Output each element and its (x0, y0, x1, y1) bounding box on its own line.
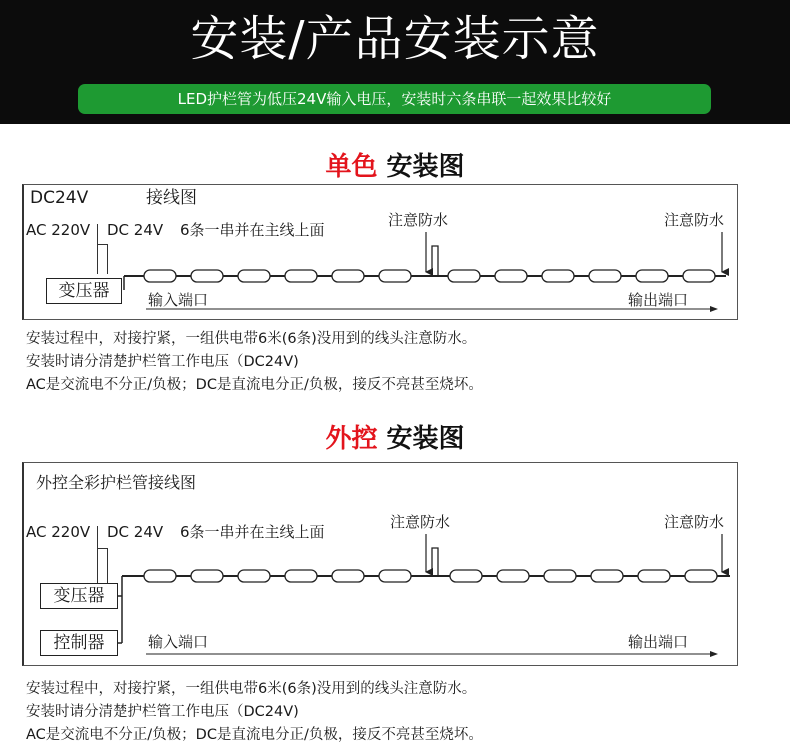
subtitle-banner: LED护栏管为低压24V输入电压，安装时六条串联一起效果比较好 (78, 84, 711, 114)
led-tube (450, 570, 482, 582)
led-tube (638, 570, 670, 582)
section2-box-title: 外控全彩护栏管接线图 (36, 473, 197, 492)
led-tube (238, 570, 270, 582)
led-tube (191, 570, 223, 582)
section1-note: 安装过程中，对接拧紧，一组供电带6米(6条)没用到的线头注意防水。 (26, 331, 477, 347)
section2-note: 安装时请分清楚护栏管工作电压（DC24V) (26, 704, 299, 720)
section1-output-port: 输出端口 (628, 291, 689, 309)
led-tube (591, 570, 623, 582)
section1-input-port: 输入端口 (148, 291, 209, 309)
section2-branch-connector (432, 548, 438, 576)
led-tube (379, 570, 411, 582)
section2-note: 安装过程中，对接拧紧，一组供电带6米(6条)没用到的线头注意防水。 (26, 681, 477, 697)
section2-series-label: 6条一串并在主线上面 (180, 523, 325, 541)
led-tube (544, 570, 576, 582)
section1-transformer-box: 变压器 (46, 278, 122, 304)
section1-waterproof-1: 注意防水 (388, 211, 449, 229)
section2-output-port: 输出端口 (628, 633, 689, 651)
section2-ac-label: AC 220V (26, 523, 91, 541)
section2-controller-box: 控制器 (40, 630, 118, 656)
section2-transformer-box: 变压器 (40, 583, 118, 609)
led-tube (685, 570, 717, 582)
section1-dc-label: DC 24V (107, 221, 164, 239)
section2-heading-red: 外控 (325, 424, 378, 454)
section2-input-port: 输入端口 (148, 633, 209, 651)
led-tube (144, 570, 176, 582)
section1-heading-red: 单色 (325, 152, 378, 182)
led-tube (332, 570, 364, 582)
section1-waterproof-2: 注意防水 (664, 211, 725, 229)
section2-notes (26, 678, 483, 747)
section1-heading-black: 安装图 (377, 152, 465, 182)
section2-dc-label: DC 24V (107, 523, 164, 541)
section2-waterproof-1: 注意防水 (390, 513, 451, 531)
section1-ac-label: AC 220V (26, 221, 91, 239)
section2-heading-black: 安装图 (377, 424, 465, 454)
section1-wiring-label: 接线图 (146, 188, 197, 208)
section1-note: AC是交流电不分正/负极；DC是直流电分正/负极，接反不亮甚至烧坏。 (26, 377, 483, 393)
led-tube (497, 570, 529, 582)
section2-flow-arrowhead (710, 651, 718, 657)
page-title: 安装/产品安装示意 (190, 11, 600, 67)
section1-series-label: 6条一串并在主线上面 (180, 221, 325, 239)
section2-waterproof-2: 注意防水 (664, 513, 725, 531)
led-tube (285, 570, 317, 582)
section1-box-title: DC24V (30, 188, 89, 208)
section2-note: AC是交流电不分正/负极；DC是直流电分正/负极，接反不亮甚至烧坏。 (26, 727, 483, 743)
section1-note: 安装时请分清楚护栏管工作电压（DC24V) (26, 354, 299, 370)
